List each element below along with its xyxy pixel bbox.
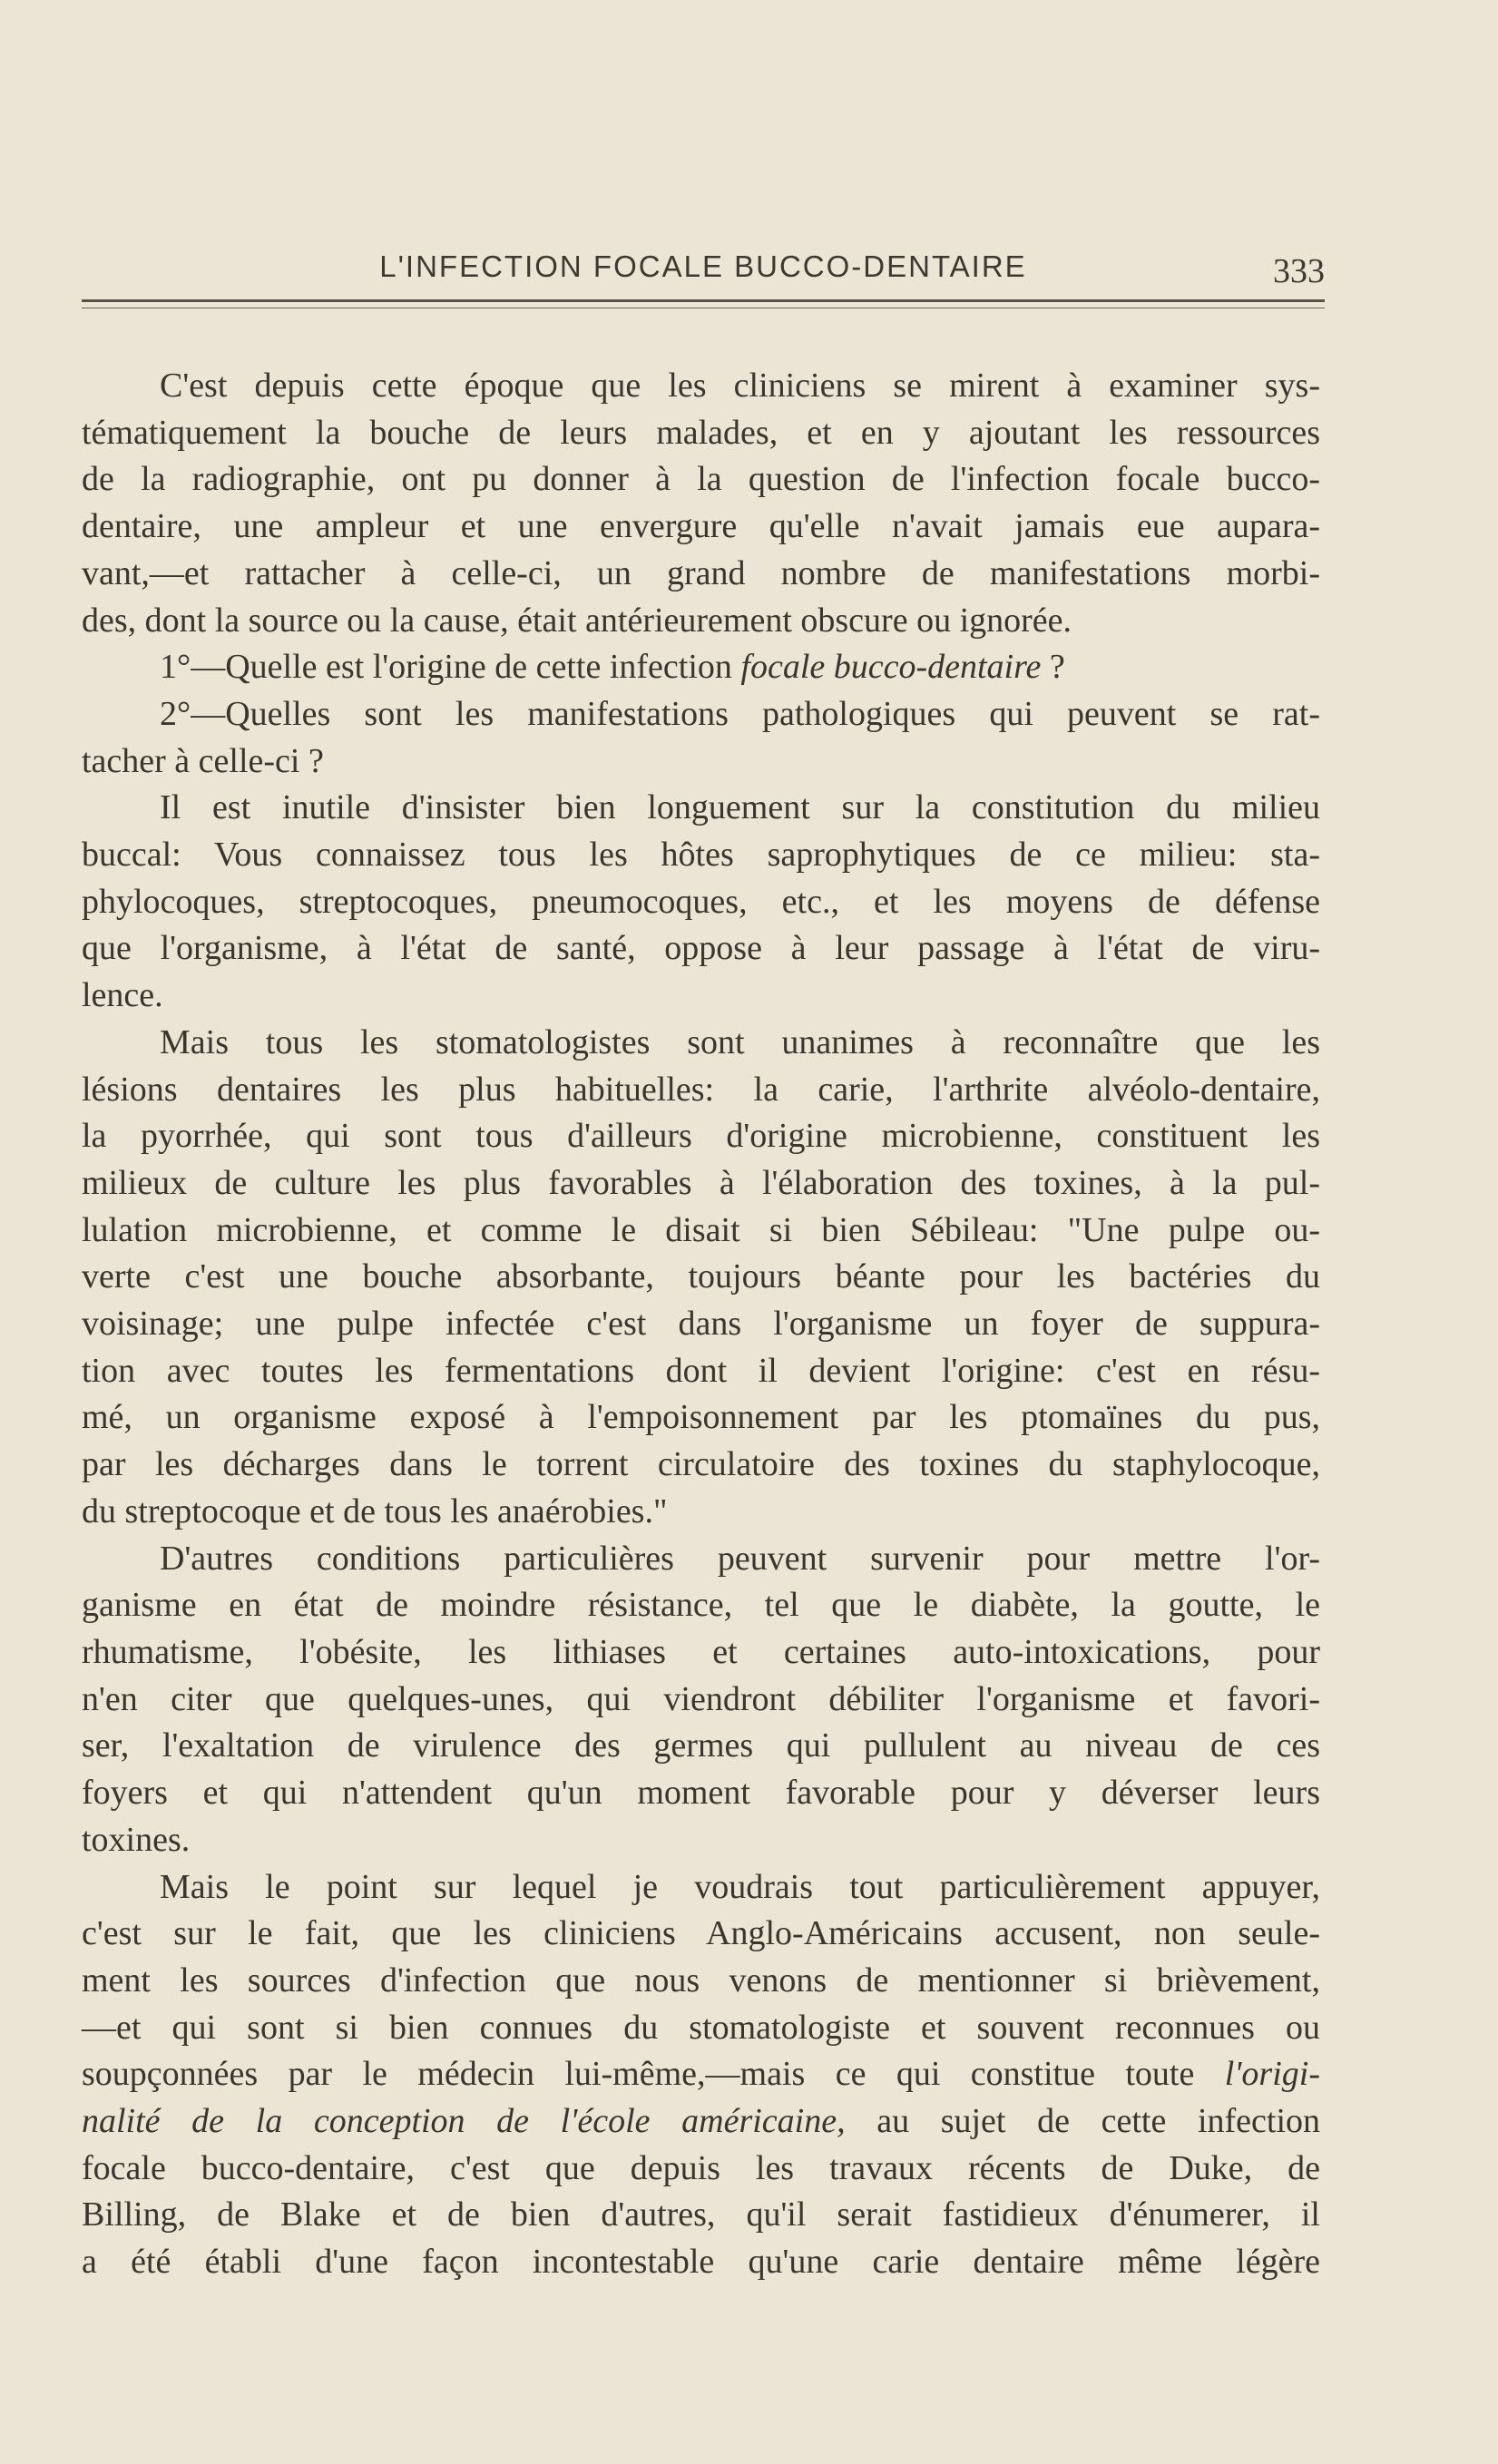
text-line: ser, l'exaltation de virulence des germes qui pullulent au niveau de ces	[82, 1726, 1320, 1765]
text-line: C'est depuis cette époque que les cliniciens se mirent à examiner sys-	[160, 367, 1320, 405]
text-line: tématiquement la bouche de leurs malades, et en y ajoutant les ressources	[82, 413, 1320, 452]
text-line: voisinage; une pulpe infectée c'est dans l'organisme un foyer de suppura-	[82, 1305, 1320, 1344]
text-line: a été établi d'une façon incontestable qu'une carie dentaire même légère	[82, 2243, 1320, 2282]
text-line: rhumatisme, l'obésite, les lithiases et certaines auto-intoxications, pour	[82, 1632, 1320, 1671]
text-line: tacher à celle-ci ?	[82, 741, 324, 780]
text-line: mé, un organisme exposé à l'empoisonnement par les ptomaïnes du pus,	[82, 1398, 1320, 1437]
text-line: des, dont la source ou la cause, était antérieurement obscure ou ignorée.	[82, 601, 1072, 640]
page-header	[82, 249, 1325, 290]
text-line: —et qui sont si bien connues du stomatologiste et souvent reconnues ou	[82, 2008, 1320, 2047]
text-line: phylocoques, streptocoques, pneumocoques, etc., et les moyens de défense	[82, 882, 1320, 921]
text-line: vant,—et rattacher à celle-ci, un grand nombre de manifestations morbi-	[82, 553, 1320, 592]
text-line: ganisme en état de moindre résistance, tel que le diabète, la goutte, le	[82, 1586, 1320, 1625]
text-line: dentaire, une ampleur et une envergure qu'elle n'avait jamais eue aupara-	[82, 507, 1320, 546]
text-line: 1°—Quelle est l'origine de cette infection focale bucco-dentaire ?	[160, 648, 1065, 687]
text-line: milieux de culture les plus favorables à l'élaboration des toxines, à la pul-	[82, 1163, 1320, 1202]
text-line: Mais tous les stomatologistes sont unanimes à reconnaître que les	[160, 1022, 1320, 1061]
text-line: lésions dentaires les plus habituelles: la carie, l'arthrite alvéolo-dentaire,	[82, 1070, 1320, 1109]
italic-phrase: focale bucco-dentaire	[740, 648, 1042, 687]
text-line: toxines.	[82, 1820, 191, 1859]
text-line: du streptocoque et de tous les anaérobies."	[82, 1491, 668, 1530]
text-line: foyers et qui n'attendent qu'un moment favorable pour y déverser leurs	[82, 1774, 1320, 1813]
text-line: D'autres conditions particulières peuvent survenir pour mettre l'or-	[160, 1539, 1320, 1578]
italic-phrase: nalité de la conception de l'école américaine,	[82, 2102, 846, 2141]
text-line: Il est inutile d'insister bien longuement sur la constitution du milieu	[160, 788, 1320, 827]
body-text	[82, 363, 1320, 2286]
italic-phrase: l'origi-	[1224, 2055, 1320, 2094]
text-line: que l'organisme, à l'état de santé, oppose à leur passage à l'état de viru-	[82, 929, 1320, 968]
text-line: Mais le point sur lequel je voudrais tout particulièrement appuyer,	[160, 1867, 1320, 1906]
text-line: Billing, de Blake et de bien d'autres, qu'il serait fastidieux d'énumerer, il	[82, 2195, 1320, 2234]
text-line: c'est sur le fait, que les cliniciens Anglo-Américains accusent, non seule-	[82, 1914, 1320, 1953]
text-line: soupçonnées par le médecin lui-même,—mais ce qui constitue toute l'origi-	[82, 2055, 1320, 2094]
text-line: ment les sources d'infection que nous venons de mentionner si brièvement,	[82, 1960, 1320, 2000]
running-title: L'INFECTION FOCALE BUCCO-DENTAIRE	[379, 249, 1027, 283]
text-line: par les décharges dans le torrent circulatoire des toxines du staphylocoque,	[82, 1445, 1320, 1484]
text-line: verte c'est une bouche absorbante, toujours béante pour les bactéries du	[82, 1257, 1320, 1296]
text-line: lence.	[82, 976, 163, 1015]
text-line: buccal: Vous connaissez tous les hôtes saprophytiques de ce milieu: sta-	[82, 836, 1320, 875]
page-number: 333	[1273, 252, 1325, 290]
text-line: nalité de la conception de l'école américaine, au sujet de cette infection	[82, 2102, 1321, 2141]
text-line: de la radiographie, ont pu donner à la question de l'infection focale bucco-	[82, 460, 1320, 499]
header-rule-thick	[82, 299, 1325, 302]
text-line: lulation microbienne, et comme le disait si bien Sébileau: "Une pulpe ou-	[82, 1210, 1320, 1249]
text-line: 2°—Quelles sont les manifestations pathologiques qui peuvent se rat-	[160, 694, 1320, 733]
text-line: n'en citer que quelques-unes, qui viendront débiliter l'organisme et favori-	[82, 1679, 1320, 1718]
text-line: la pyorrhée, qui sont tous d'ailleurs d'origine microbienne, constituent les	[82, 1117, 1320, 1156]
text-line: tion avec toutes les fermentations dont il devient l'origine: c'est en résu-	[82, 1351, 1320, 1390]
text-line: focale bucco-dentaire, c'est que depuis les travaux récents de Duke, de	[82, 2148, 1320, 2187]
